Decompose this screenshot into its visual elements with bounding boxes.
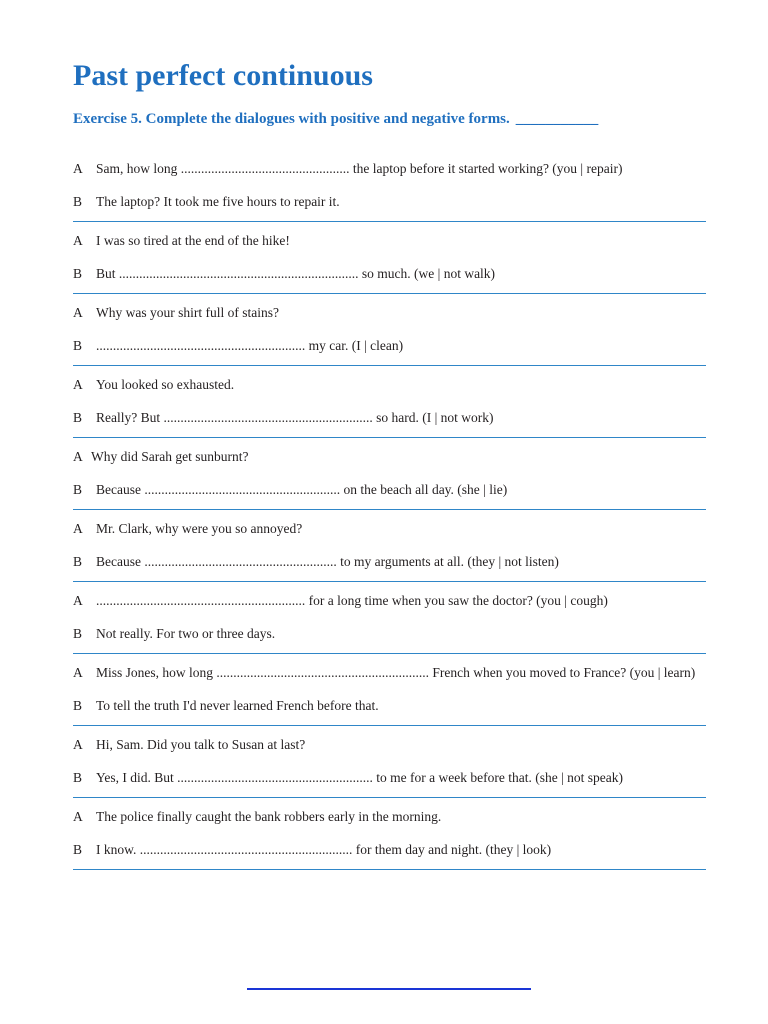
dialogue-item — [73, 510, 706, 582]
dialogue-text: The police finally caught the bank robbers early in the morning. — [96, 809, 442, 824]
dialogue-text: Miss Jones, how long ............................................................... French when you moved to France? (you | learn) — [96, 665, 696, 680]
speaker-label: A — [73, 233, 83, 248]
dialogue-item — [73, 438, 706, 510]
speaker-label: B — [73, 410, 83, 425]
exercise-instructions-text: Exercise 5. Complete the dialogues with positive and negative forms. — [73, 111, 510, 127]
speaker-label: B — [73, 698, 83, 713]
dialogue-list — [73, 150, 706, 870]
dialogue-line-a — [73, 304, 706, 321]
dialogue-text: Why did Sarah get sunburnt? — [91, 449, 249, 464]
dialogue-line-a — [73, 808, 706, 825]
dialogue-text: Because .......................................................... on the beach all day. (she | lie) — [96, 482, 508, 497]
dialogue-text: Really? But .............................................................. so hard. (I | not work) — [96, 410, 494, 425]
dialogue-line-b — [73, 409, 706, 426]
dialogue-line-a — [73, 232, 706, 249]
dialogue-line-b — [73, 841, 706, 858]
dialogue-line-b — [73, 625, 706, 642]
dialogue-text: The laptop? It took me five hours to repair it. — [96, 194, 340, 209]
dialogue-text: Because ......................................................... to my arguments at all. (they | not listen) — [96, 554, 559, 569]
dialogue-text: To tell the truth I'd never learned French before that. — [96, 698, 379, 713]
dialogue-text: Mr. Clark, why were you so annoyed? — [96, 521, 303, 536]
dialogue-line-b — [73, 697, 706, 714]
dialogue-text: You looked so exhausted. — [96, 377, 235, 392]
dialogue-text: Not really. For two or three days. — [96, 626, 276, 641]
speaker-label: A — [73, 161, 83, 176]
speaker-label: B — [73, 338, 83, 353]
dialogue-item — [73, 150, 706, 222]
speaker-label: A — [73, 665, 83, 680]
speaker-label: B — [73, 482, 83, 497]
dialogue-line-b — [73, 193, 706, 210]
dialogue-line-b — [73, 553, 706, 570]
dialogue-text: I was so tired at the end of the hike! — [96, 233, 290, 248]
dialogue-text: .............................................................. my car. (I | clean) — [96, 338, 404, 353]
speaker-label: B — [73, 770, 83, 785]
dialogue-line-a — [73, 448, 706, 465]
dialogue-line-b — [73, 337, 706, 354]
dialogue-item — [73, 294, 706, 366]
footer-link[interactable] — [247, 988, 531, 990]
score-blank: ___________ — [515, 111, 599, 127]
dialogue-item — [73, 654, 706, 726]
speaker-label: B — [73, 842, 83, 857]
dialogue-item — [73, 582, 706, 654]
speaker-label: B — [73, 554, 83, 569]
speaker-label: B — [73, 626, 83, 641]
speaker-label: A — [73, 377, 83, 392]
dialogue-text: Why was your shirt full of stains? — [96, 305, 279, 320]
dialogue-line-a — [73, 736, 706, 753]
dialogue-text: .............................................................. for a long time when you saw the doctor? (you | cough) — [96, 593, 608, 608]
dialogue-line-a — [73, 592, 706, 609]
speaker-label: A — [73, 737, 83, 752]
speaker-label: A — [73, 521, 83, 536]
dialogue-line-b — [73, 769, 706, 786]
speaker-label: B — [73, 266, 83, 281]
speaker-label: B — [73, 194, 83, 209]
exercise-instructions — [73, 109, 598, 129]
speaker-label: A — [73, 809, 83, 824]
dialogue-text: Sam, how long .................................................. the laptop before it started working? (you | repair) — [96, 161, 623, 176]
dialogue-item — [73, 222, 706, 294]
dialogue-item — [73, 798, 706, 870]
speaker-label: A — [73, 305, 83, 320]
speaker-label: A — [73, 449, 83, 464]
dialogue-line-a — [73, 664, 706, 681]
speaker-label: A — [73, 593, 83, 608]
dialogue-line-a — [73, 520, 706, 537]
dialogue-line-b — [73, 481, 706, 498]
dialogue-text: But ....................................................................... so much. (we | not walk) — [96, 266, 496, 281]
dialogue-text: Hi, Sam. Did you talk to Susan at last? — [96, 737, 306, 752]
dialogue-item — [73, 726, 706, 798]
dialogue-line-b — [73, 265, 706, 282]
dialogue-text: Yes, I did. But .......................................................... to me for a week before that. (she | not speak) — [96, 770, 624, 785]
dialogue-line-a — [73, 160, 706, 177]
dialogue-item — [73, 366, 706, 438]
dialogue-text: I know. ............................................................... for them day and night. (they | look) — [96, 842, 552, 857]
page-title: Past perfect continuous — [73, 59, 373, 92]
dialogue-line-a — [73, 376, 706, 393]
